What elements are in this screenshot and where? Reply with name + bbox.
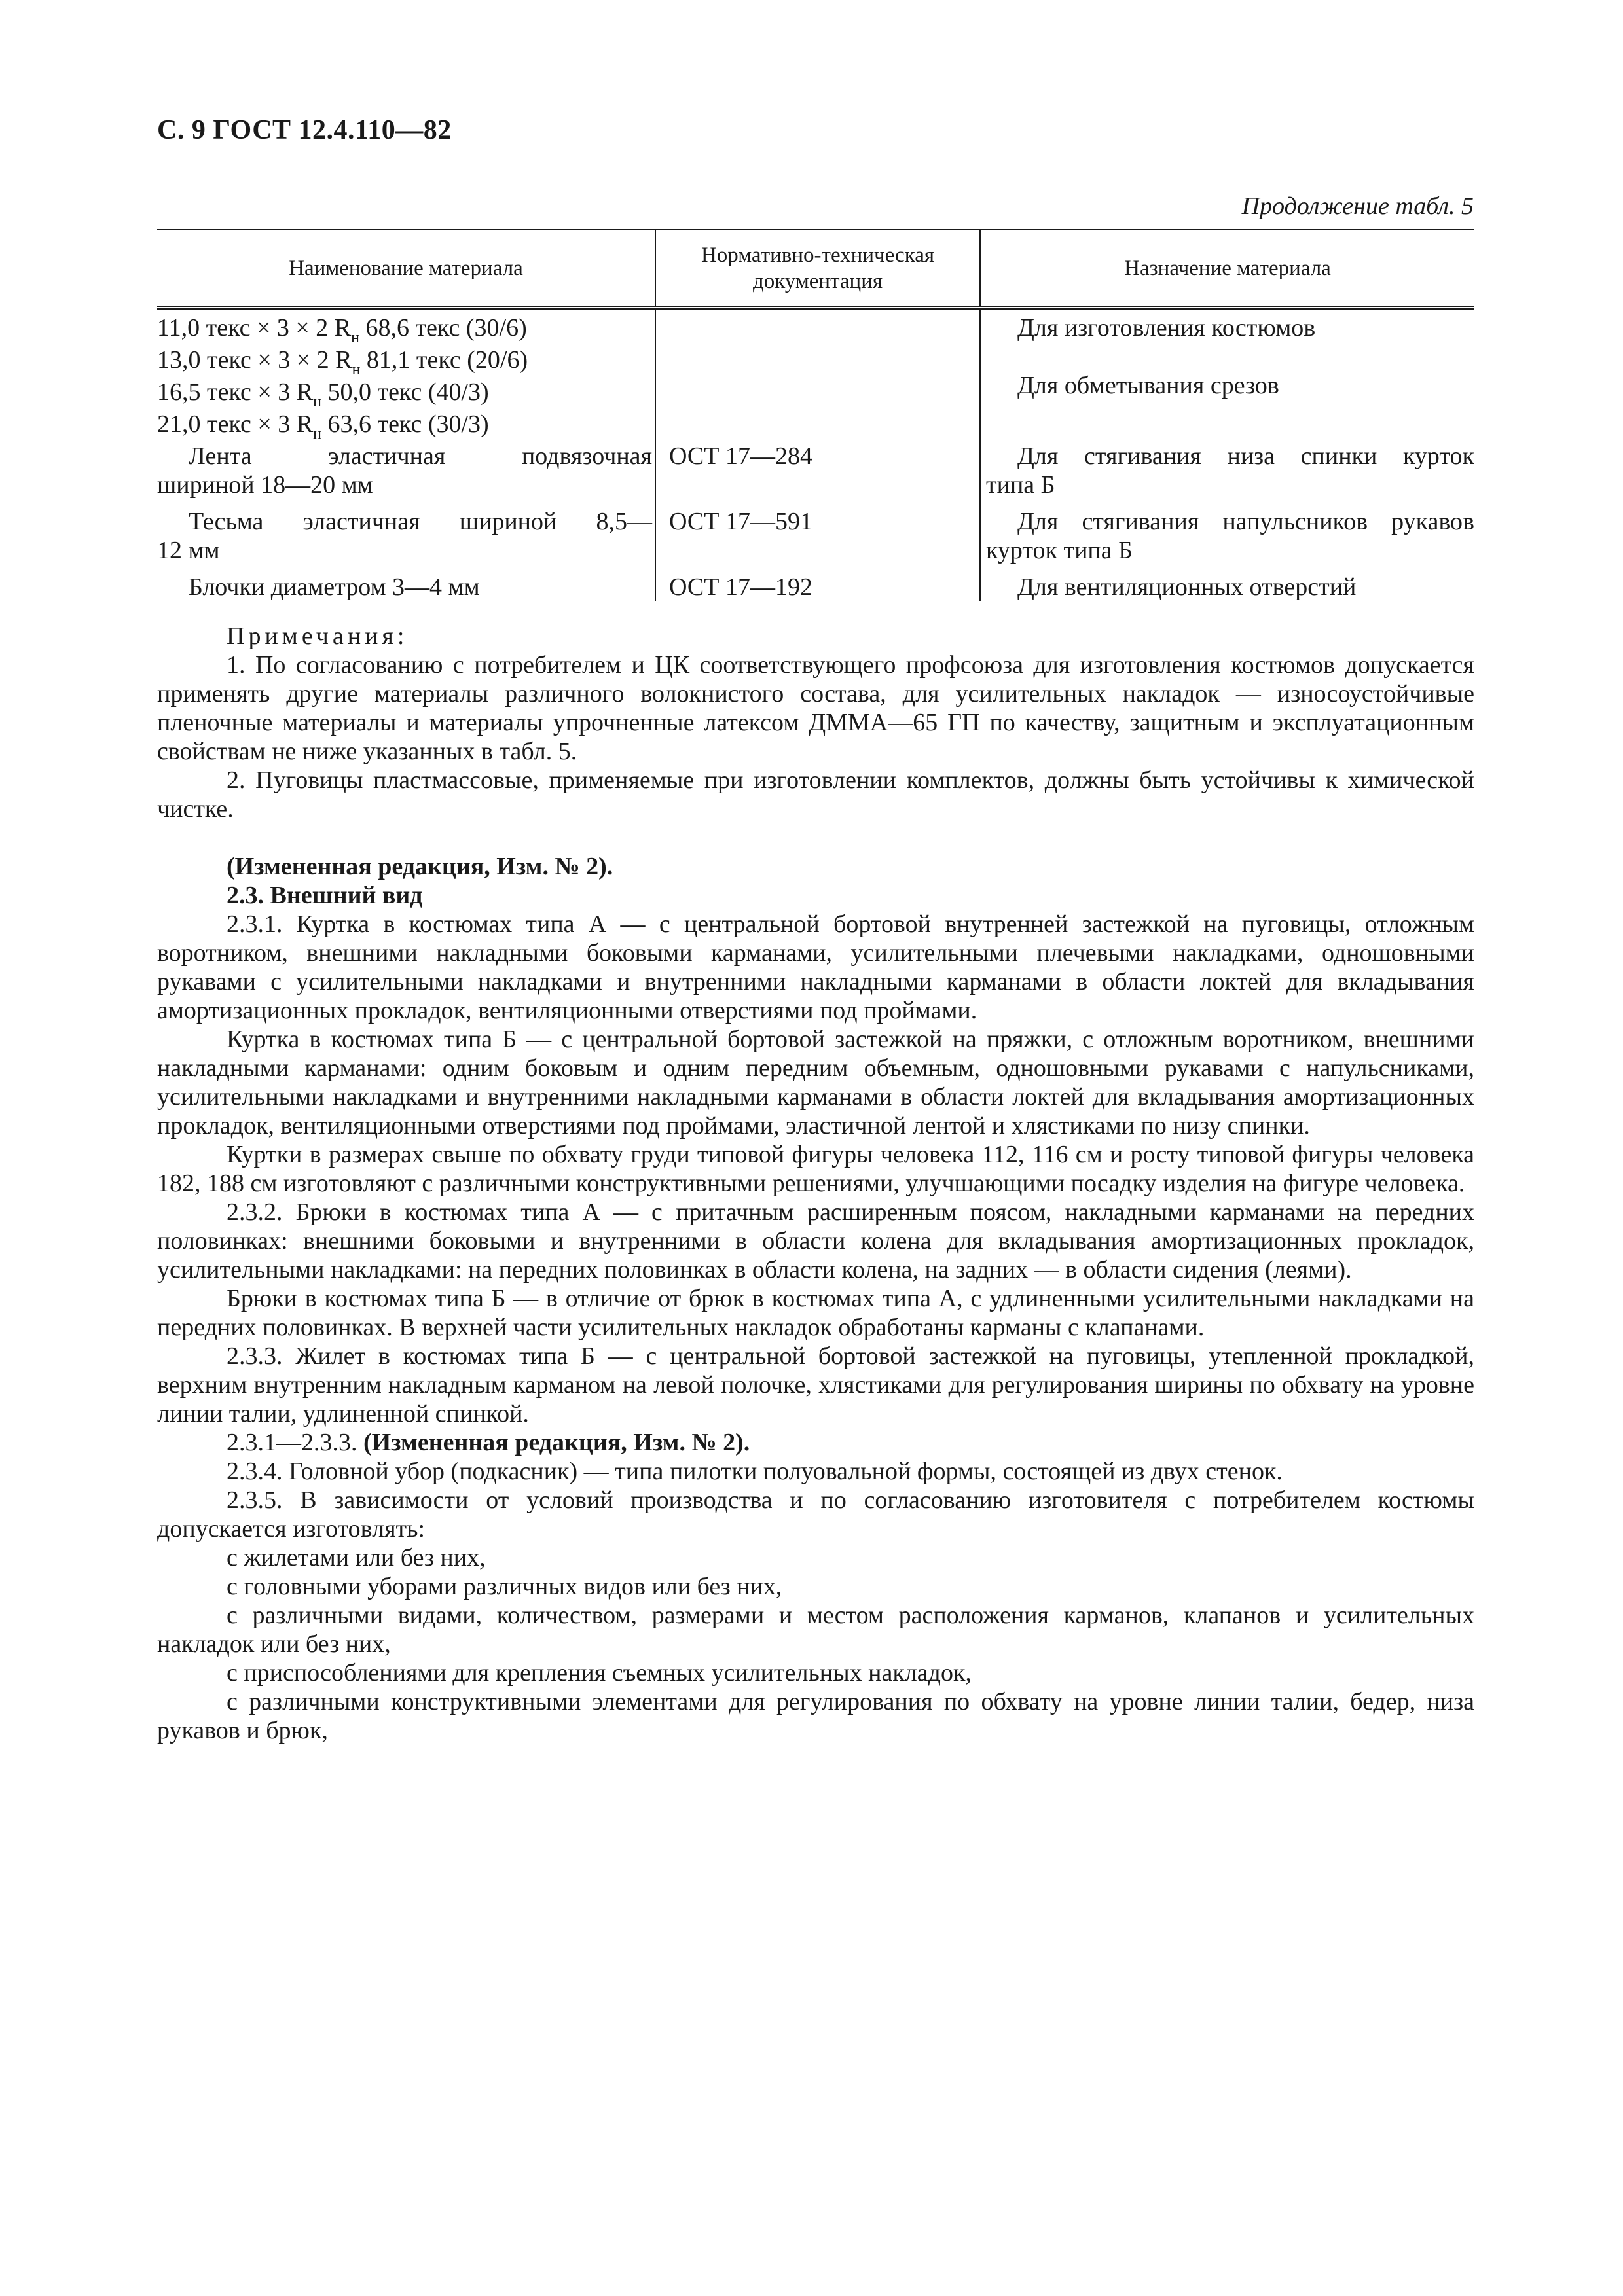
doc-ref: ОСТ 17—192 bbox=[655, 565, 980, 601]
thread-line: 13,0 текс × 3 × 2 $R_н$ 81,1 текс (20/6) bbox=[157, 346, 528, 378]
purpose-text: Для обметывания срезов bbox=[1017, 372, 1279, 399]
amendment-note: 2.3.1—2.3.3. (Измененная редакция, Изм. № 2). bbox=[227, 1429, 750, 1456]
purpose-text: Для стягивания напульсников рукавов bbox=[1017, 508, 1474, 535]
list-item: с жилетами или без них, bbox=[227, 1544, 486, 1571]
list-item: с головными уборами различных видов или без них, bbox=[227, 1573, 782, 1600]
thread-line: 11,0 текс × 3 × 2 $R_н$ 68,6 текс (30/6) bbox=[157, 314, 527, 346]
material-name-cell bbox=[157, 565, 655, 601]
doc-ref: ОСТ 17—284 bbox=[655, 442, 980, 499]
list-item: с приспособлениями для крепления съемных усилительных накладок, bbox=[227, 1659, 972, 1687]
material-name: шириной 18—20 мм bbox=[157, 471, 373, 499]
table-continuation-label: Продолжение табл. 5 bbox=[1241, 192, 1474, 220]
purpose-cell bbox=[980, 442, 1474, 499]
doc-ref: ОСТ 17—591 bbox=[655, 499, 980, 565]
material-name: Блочки диаметром 3—4 мм bbox=[189, 573, 480, 601]
material-name: 12 мм bbox=[157, 537, 220, 564]
header-documentation: Нормативно-техническая документация bbox=[655, 230, 980, 308]
amendment-note: (Измененная редакция, Изм. № 2). bbox=[227, 853, 613, 880]
table-row bbox=[157, 499, 1474, 565]
purpose-text: курток типа Б bbox=[986, 537, 1133, 564]
purpose-cell bbox=[980, 565, 1474, 601]
thread-line: 16,5 текс × 3 $R_н$ 50,0 текс (40/3) bbox=[157, 378, 489, 410]
page-header: С. 9 ГОСТ 12.4.110—82 bbox=[157, 115, 452, 145]
materials-table bbox=[157, 229, 1474, 601]
thread-purposes bbox=[980, 308, 1474, 442]
header-purpose: Назначение материала bbox=[980, 230, 1474, 308]
paragraph-2-3-2: 2.3.2. Брюки в костюмах типа А — с притачным расширенным поясом, накладными карманами на передних половинках: внешними боковыми и внутренними в области колена для вкладывания амортизационных прокладок, усилительными накладками: на передних половинках в области колена, на задних — в области сидения (леями). bbox=[157, 1198, 1474, 1283]
section-heading: 2.3. Внешний вид bbox=[227, 882, 423, 909]
paragraph-2-3-1-b: Куртка в костюмах типа Б — с центральной бортовой застежкой на пряжки, с отложным воротником, внешними накладными карманами: одним боковым и одним передним объемным, одношовными рукавами с напульсниками, усилительными накладками и внутренними накладными карманами в области локтей для вкладывания амортизационных прокладок, вентиляционными отверстиями под проймами, эластичной лентой и хлястиками по низу спинки. bbox=[157, 1026, 1474, 1139]
note-1: 1. По согласованию с потребителем и ЦК соответствующего профсоюза для изготовления костюмов допускается применять другие материалы различного волокнистого состава, для усилительных накладок — износоустойчивые пленочные материалы и материалы упрочненные латексом ДММА—65 ГП по качеству, защитным и эксплуатационным свойствам не ниже указанных в табл. 5. bbox=[157, 651, 1474, 765]
paragraph-2-3-1: 2.3.1. Куртка в костюмах типа А — с центральной бортовой внутренней застежкой на пуговицы, отложным воротником, внешними накладными боковыми карманами, усилительными плечевыми накладками, одношовными рукавами с усилительными накладками и внутренними накладными карманами в области локтей для вкладывания амортизационных прокладок, вентиляционными отверстиями под проймами. bbox=[157, 910, 1474, 1024]
material-name: Лента эластичная подвязочная bbox=[189, 442, 652, 470]
list-item: с различными видами, количеством, размерами и местом расположения карманов, клапанов и усилительных накладок или без них, bbox=[157, 1602, 1474, 1658]
material-name-cell bbox=[157, 499, 655, 565]
notes-title: Примечания: bbox=[227, 622, 409, 650]
material-name-cell bbox=[157, 442, 655, 499]
purpose-cell bbox=[980, 499, 1474, 565]
purpose-text: типа Б bbox=[986, 471, 1055, 499]
paragraph-2-3-5: 2.3.5. В зависимости от условий производства и по согласованию изготовителя с потребителем костюмы допускается изготовлять: bbox=[157, 1486, 1474, 1543]
table-row bbox=[157, 308, 1474, 442]
purpose-text: Для вентиляционных отверстий bbox=[1017, 573, 1357, 601]
list-item: с различными конструктивными элементами для регулирования по обхвату на уровне линии талии, бедер, низа рукавов и брюк, bbox=[157, 1688, 1474, 1744]
header-material-name: Наименование материала bbox=[289, 256, 523, 280]
paragraph-2-3-2-b: Брюки в костюмах типа Б — в отличие от брюк в костюмах типа А, с удлиненными усилительными накладками на передних половинках. В верхней части усилительных накладок обработаны карманы с клапанами. bbox=[157, 1285, 1474, 1341]
thread-doc-cell bbox=[655, 308, 980, 442]
note-2: 2. Пуговицы пластмассовые, применяемые при изготовлении комплектов, должны быть устойчивы к химической чистке. bbox=[157, 766, 1474, 823]
purpose-text: Для стягивания низа спинки курток bbox=[1017, 442, 1474, 470]
material-name: Тесьма эластичная шириной 8,5— bbox=[189, 508, 652, 535]
purpose-text: Для изготовления костюмов bbox=[1017, 314, 1316, 342]
body-text bbox=[157, 622, 1474, 1745]
paragraph-2-3-1-c: Куртки в размерах свыше по обхвату груди типовой фигуры человека 112, 116 см и росту типовой фигуры человека 182, 188 см изготовляют с различными конструктивными решениями, улучшающими посадку изделия на фигуре человека. bbox=[157, 1141, 1474, 1197]
table-row bbox=[157, 442, 1474, 499]
paragraph-2-3-3: 2.3.3. Жилет в костюмах типа Б — с центральной бортовой застежкой на пуговицы, утепленной прокладкой, верхним внутренним накладным карманом на левой полочке, хлястиками для регулирования ширины по обхвату на уровне линии талии, удлиненной спинкой. bbox=[157, 1342, 1474, 1427]
thread-names bbox=[157, 308, 655, 442]
thread-line: 21,0 текс × 3 $R_н$ 63,6 текс (30/3) bbox=[157, 410, 489, 442]
table-header-row bbox=[157, 230, 1474, 308]
paragraph-2-3-4: 2.3.4. Головной убор (подкасник) — типа пилотки полуовальной формы, состоящей из двух стенок. bbox=[227, 1458, 1283, 1485]
table-row bbox=[157, 565, 1474, 601]
